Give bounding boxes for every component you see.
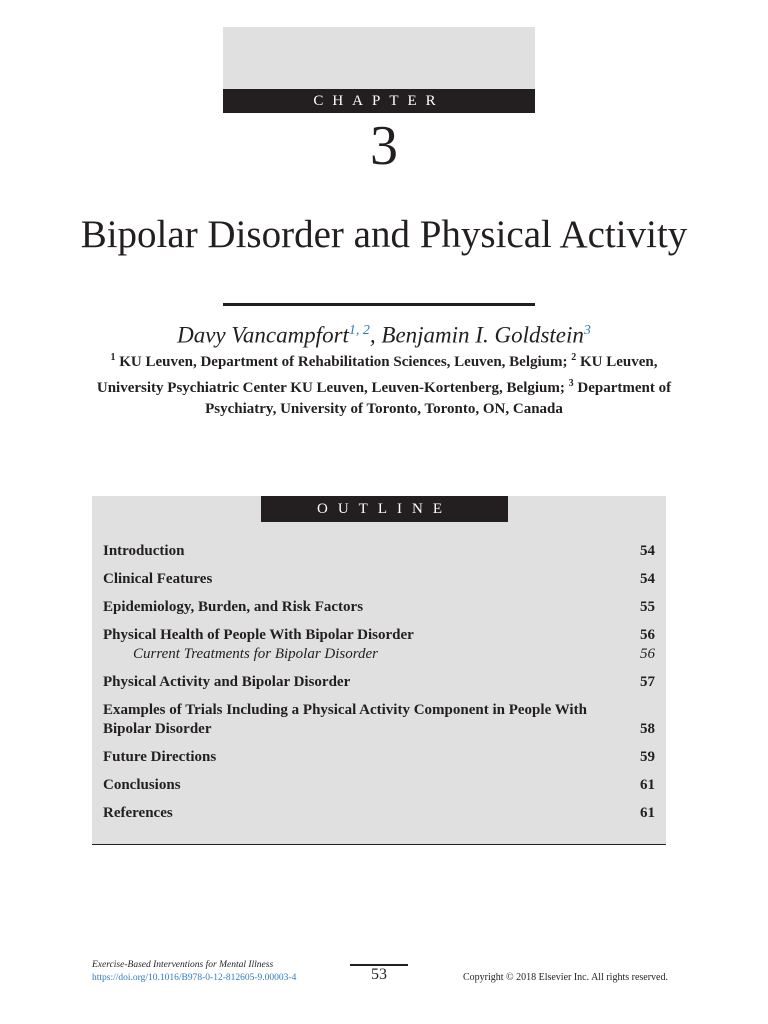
author-line: Davy Vancampfort$^{1, 2}$, Benjamin I. Goldstein$^3$ [177, 322, 591, 348]
toc-page: 55 [640, 599, 655, 615]
toc-page: 54 [640, 571, 655, 587]
affil-mark: 2 [571, 352, 577, 363]
toc-entry-future-directions[interactable] [103, 748, 655, 767]
toc-label: Conclusions [103, 777, 181, 793]
doi-link[interactable]: https://doi.org/10.1016/B978-0-12-812605-9.00003-4 [92, 973, 297, 983]
toc-label: References [103, 805, 173, 821]
chapter-title: Bipolar Disorder and Physical Activity [80, 213, 688, 256]
toc-page: 61 [640, 805, 655, 821]
toc-label: Physical Health of People With Bipolar Disorder [103, 627, 414, 643]
author-name: Davy Vancampfort [177, 322, 349, 348]
affil-mark: 1 [110, 352, 116, 363]
toc-page: 58 [640, 721, 655, 737]
toc-page: 56 [640, 627, 655, 643]
outline-panel [92, 496, 666, 845]
affil-text: Department of Psychiatry, University of Toronto, Toronto, ON, Canada [205, 380, 672, 417]
author-marks[interactable]: 1, 2 [348, 323, 370, 338]
toc-page: 57 [640, 674, 655, 690]
copyright-notice: Copyright © 2018 Elsevier Inc. All rights reserved. [462, 972, 668, 983]
toc-entry-epidemiology[interactable] [103, 598, 655, 617]
toc-label: Future Directions [103, 749, 217, 765]
author-name: Benjamin I. Goldstein [381, 322, 584, 348]
toc-page: 54 [640, 543, 655, 559]
toc-entry-physical-health[interactable] [103, 626, 655, 645]
chapter-number: 3 [370, 115, 398, 177]
affil-text: KU Leuven, Department of Rehabilitation Sciences, Leuven, Belgium; [119, 354, 568, 370]
page-number: 53 [371, 966, 387, 983]
toc-label: Clinical Features [103, 571, 213, 587]
toc-page: 59 [640, 749, 655, 765]
toc-page: 61 [640, 777, 655, 793]
book-title: Exercise-Based Interventions for Mental Illness [92, 960, 274, 970]
chapter-label: CHAPTER [223, 89, 535, 113]
affil-text: KU Leuven, University Psychiatric Center KU Leuven, Leuven-Kortenberg, Belgium; [96, 354, 658, 396]
affil-mark: 3 [568, 378, 574, 389]
toc-label: Examples of Trials Including a Physical Activity Component in People With Bipolar Disorder [103, 702, 587, 737]
chapter-banner [223, 27, 535, 113]
toc-entry-current-treatments[interactable] [103, 645, 655, 664]
toc-label: Introduction [103, 543, 185, 559]
outline-heading: OUTLINE [261, 496, 508, 522]
toc-entry-clinical-features[interactable] [103, 570, 655, 589]
title-divider [223, 303, 535, 306]
toc-entry-references[interactable] [103, 804, 655, 823]
toc-entry-conclusions[interactable] [103, 776, 655, 795]
toc-label: Current Treatments for Bipolar Disorder [133, 646, 379, 662]
toc-entry-physical-activity[interactable] [103, 673, 655, 692]
footer-citation [92, 959, 296, 985]
table-of-contents [103, 542, 655, 832]
toc-label: Physical Activity and Bipolar Disorder [103, 674, 351, 690]
toc-page: 56 [640, 646, 655, 662]
toc-entry-examples-of-trials[interactable] [103, 701, 655, 739]
toc-entry-introduction[interactable] [103, 542, 655, 561]
author-marks[interactable]: 3 [583, 323, 591, 338]
toc-label: Epidemiology, Burden, and Risk Factors [103, 599, 364, 615]
affiliations [90, 347, 678, 420]
